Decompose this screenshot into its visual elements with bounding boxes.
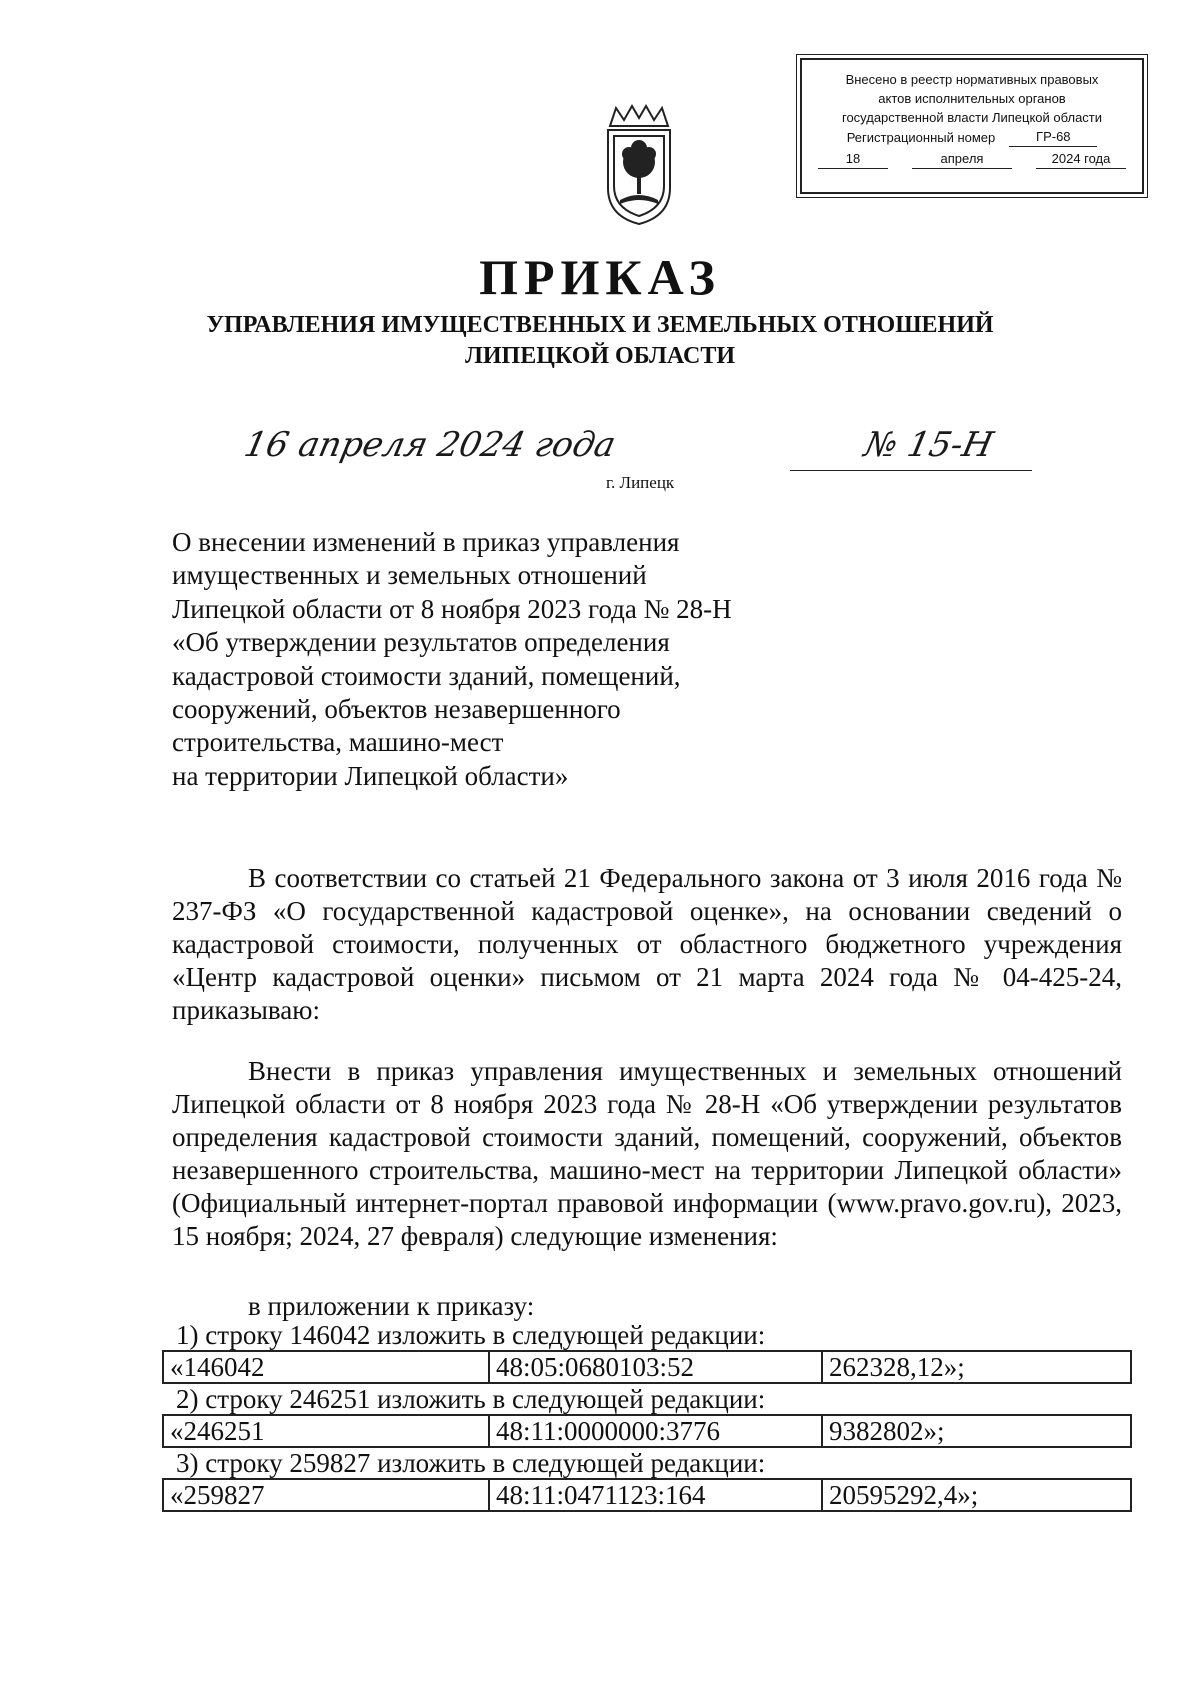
changes-list — [162, 1320, 1132, 1512]
table-row — [162, 1350, 1132, 1384]
cadastral-number-cell: 48:05:0680103:52 — [490, 1352, 823, 1382]
stamp-reg-number: ГР-68 — [1009, 127, 1097, 147]
cadastral-value-cell: 262328,12»; — [829, 1352, 965, 1382]
stamp-year: 2024 года — [1036, 149, 1126, 169]
stamp-day: 18 — [818, 149, 888, 169]
cadastral-value-cell: 9382802»; — [829, 1416, 945, 1446]
stamp-registration-row — [802, 127, 1142, 147]
cadastral-number-cell: 48:11:0471123:164 — [490, 1480, 823, 1510]
body-paragraph-2: Внести в приказ управления имущественных и земельных отношений Липецкой области от 8 ноября 2023 года № 28-Н «Об утверждении результатов определения кадастровой стоимости зданий, помещений, сооружений, объектов незавершенного строительства, машино-мест на территории Липецкой области» (Официальный интернет-портал правовой информации (www.pravo.gov.ru), 2023, 15 ноября; 2024, 27 февраля) следующие изменения: — [172, 1056, 1122, 1251]
stamp-line-3: государственной власти Липецкой области — [841, 110, 1103, 125]
row-id-cell: «246251 — [164, 1416, 490, 1446]
handwritten-date: 16 апреля 2024 года — [240, 425, 620, 465]
document-title: ПРИКАЗ — [479, 249, 721, 305]
handwritten-number: № 15-Н — [860, 425, 997, 465]
change-caption: 2) строку 246251 изложить в следующей редакции: — [176, 1384, 766, 1414]
stamp-date-row — [802, 149, 1142, 169]
row-id-cell: «146042 — [164, 1352, 490, 1382]
stamp-reg-label: Регистрационный номер — [846, 130, 996, 145]
subtitle-line-2: ЛИПЕЦКОЙ ОБЛАСТИ — [465, 343, 735, 369]
registry-stamp — [800, 58, 1144, 194]
body-paragraph-1: В соответствии со статьей 21 Федерального закона от 3 июля 2016 года № 237-ФЗ «О государственной кадастровой оценке», на основании сведений о кадастровой стоимости, полученных от областного бюджетного учреждения «Центр кадастровой оценки» письмом от 21 марта 2024 года № 04-425-24, приказываю: — [172, 863, 1122, 1025]
row-id-cell: «259827 — [164, 1480, 490, 1510]
order-subject: О внесении изменений в приказ управления имущественных и земельных отношений Липецкой области от 8 ноября 2023 года № 28-Н «Об утверждении результатов определения кадастровой стоимости зданий, помещений, сооружений, объектов незавершенного строительства, машино-мест на территории Липецкой области» — [172, 527, 732, 791]
cadastral-value-cell: 20595292,4»; — [829, 1480, 979, 1510]
subtitle-line-1: УПРАВЛЕНИЯ ИМУЩЕСТВЕННЫХ И ЗЕМЕЛЬНЫХ ОТНОШЕНИЙ — [206, 312, 994, 338]
document-subtitle — [0, 310, 1200, 372]
change-caption: 3) строку 259827 изложить в следующей редакции: — [176, 1448, 766, 1478]
table-row — [162, 1478, 1132, 1512]
number-underline — [790, 470, 1032, 471]
table-row — [162, 1414, 1132, 1448]
stamp-line-1: Внесено в реестр нормативных правовых — [845, 72, 1099, 87]
stamp-line-2: актов исполнительных органов — [878, 91, 1066, 106]
change-caption: 1) строку 146042 изложить в следующей редакции: — [176, 1320, 766, 1350]
city-label: г. Липецк — [606, 473, 675, 492]
coat-of-arms-icon — [596, 104, 682, 226]
cadastral-number-cell: 48:11:0000000:3776 — [490, 1416, 823, 1446]
appendix-heading: в приложении к приказу: — [248, 1291, 535, 1321]
stamp-month: апреля — [912, 149, 1012, 169]
